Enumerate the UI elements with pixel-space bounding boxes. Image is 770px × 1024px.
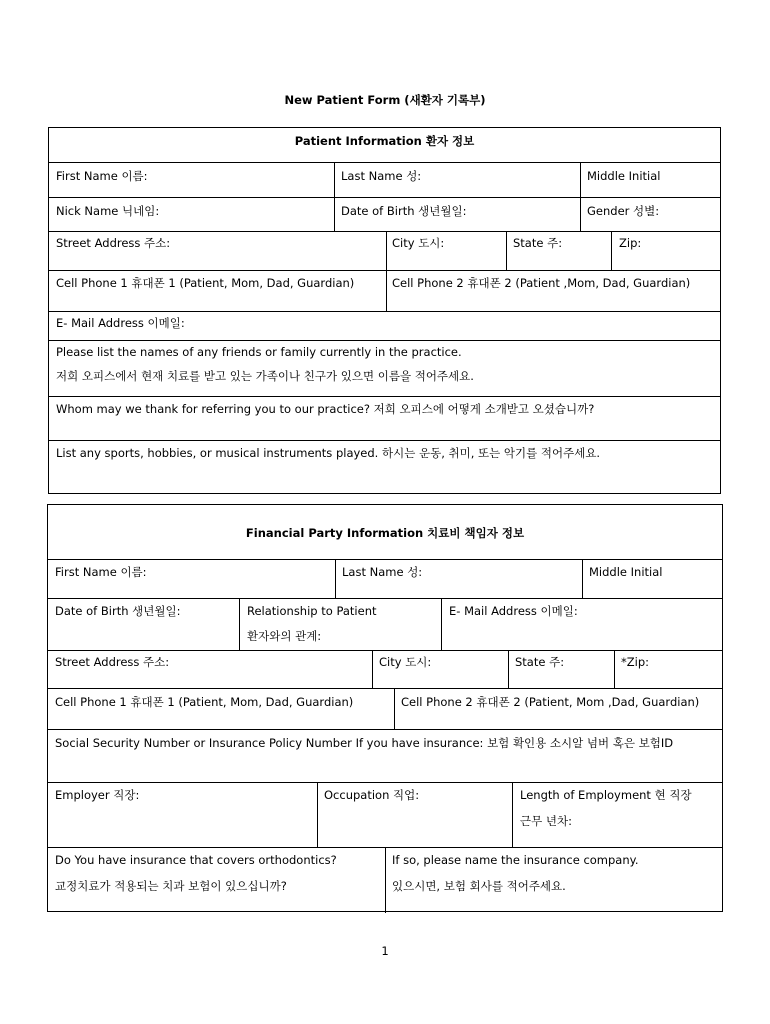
financial-insurance-question-en[interactable]: Do You have insurance that covers orthodontics? [55,853,337,867]
patient-nick-name-field[interactable]: Nick Name 닉네임: [56,204,160,218]
patient-friends-label-ko: 저희 오피스에서 현재 치료를 받고 있는 가족이나 친구가 있으면 이름을 적어주세요. [56,369,474,383]
patient-cell1-field[interactable]: Cell Phone 1 휴대폰 1 (Patient, Mom, Dad, Guardian) [56,276,355,290]
page-number: 1 [381,944,389,958]
financial-cell1-field[interactable]: Cell Phone 1 휴대폰 1 (Patient, Mom, Dad, Guardian) [55,695,354,709]
financial-dob-field[interactable]: Date of Birth 생년월일: [55,604,181,618]
financial-insurance-question-ko[interactable]: 교정치료가 적용되는 치과 보험이 있으십니까? [55,879,287,893]
financial-party-table [47,504,723,912]
financial-employment-length-label-ko[interactable]: 근무 년차: [520,814,572,828]
patient-city-field[interactable]: City 도시: [392,236,445,250]
patient-state-field[interactable]: State 주: [513,236,563,250]
financial-relationship-label-ko[interactable]: 환자와의 관계: [247,629,322,643]
financial-cell2-field[interactable]: Cell Phone 2 휴대폰 2 (Patient, Mom ,Dad, Guardian) [401,695,700,709]
patient-zip-field[interactable]: Zip: [619,236,642,250]
financial-zip-field[interactable]: *Zip: [621,655,649,669]
patient-referral-field[interactable]: Whom may we thank for referring you to our practice? 저희 오피스에 어떻게 소개받고 오셨습니까? [56,402,595,416]
financial-insurance-name-ko[interactable]: 있으시면, 보험 회사를 적어주세요. [392,879,566,893]
patient-section-title: Patient Information 환자 정보 [294,134,475,148]
patient-street-field[interactable]: Street Address 주소: [56,236,171,250]
patient-last-name-field[interactable]: Last Name 성: [341,169,422,183]
financial-section-title: Financial Party Information 치료비 책임자 정보 [245,526,525,540]
patient-gender-field[interactable]: Gender 성별: [587,204,660,218]
financial-last-name-field[interactable]: Last Name 성: [342,565,423,579]
financial-email-field[interactable]: E- Mail Address 이메일: [449,604,578,618]
financial-street-field[interactable]: Street Address 주소: [55,655,170,669]
financial-middle-initial-field[interactable]: Middle Initial [589,565,663,579]
financial-first-name-field[interactable]: First Name 이름: [55,565,147,579]
patient-dob-field[interactable]: Date of Birth 생년월일: [341,204,467,218]
financial-ssn-field[interactable]: Social Security Number or Insurance Policy Number If you have insurance: 보험 확인용 소시알 넘버 혹은 보험ID [55,736,674,750]
patient-information-table [48,127,721,494]
patient-middle-initial-field[interactable]: Middle Initial [587,169,661,183]
patient-hobbies-field[interactable]: List any sports, hobbies, or musical instruments played. 하시는 운동, 취미, 또는 악기를 적어주세요. [56,446,601,460]
financial-insurance-name-en[interactable]: If so, please name the insurance company. [392,853,639,867]
financial-occupation-field[interactable]: Occupation 직업: [324,788,420,802]
patient-email-field[interactable]: E- Mail Address 이메일: [56,316,185,330]
financial-relationship-label-en[interactable]: Relationship to Patient [247,604,377,618]
form-title: New Patient Form (새환자 기록부) [284,93,486,107]
financial-employer-field[interactable]: Employer 직장: [55,788,140,802]
financial-city-field[interactable]: City 도시: [379,655,432,669]
patient-first-name-field[interactable]: First Name 이름: [56,169,148,183]
financial-employment-length-label-en[interactable]: Length of Employment 현 직장 [520,788,692,802]
financial-state-field[interactable]: State 주: [515,655,565,669]
patient-friends-label-en: Please list the names of any friends or family currently in the practice. [56,345,462,359]
patient-cell2-field[interactable]: Cell Phone 2 휴대폰 2 (Patient ,Mom, Dad, Guardian) [392,276,691,290]
